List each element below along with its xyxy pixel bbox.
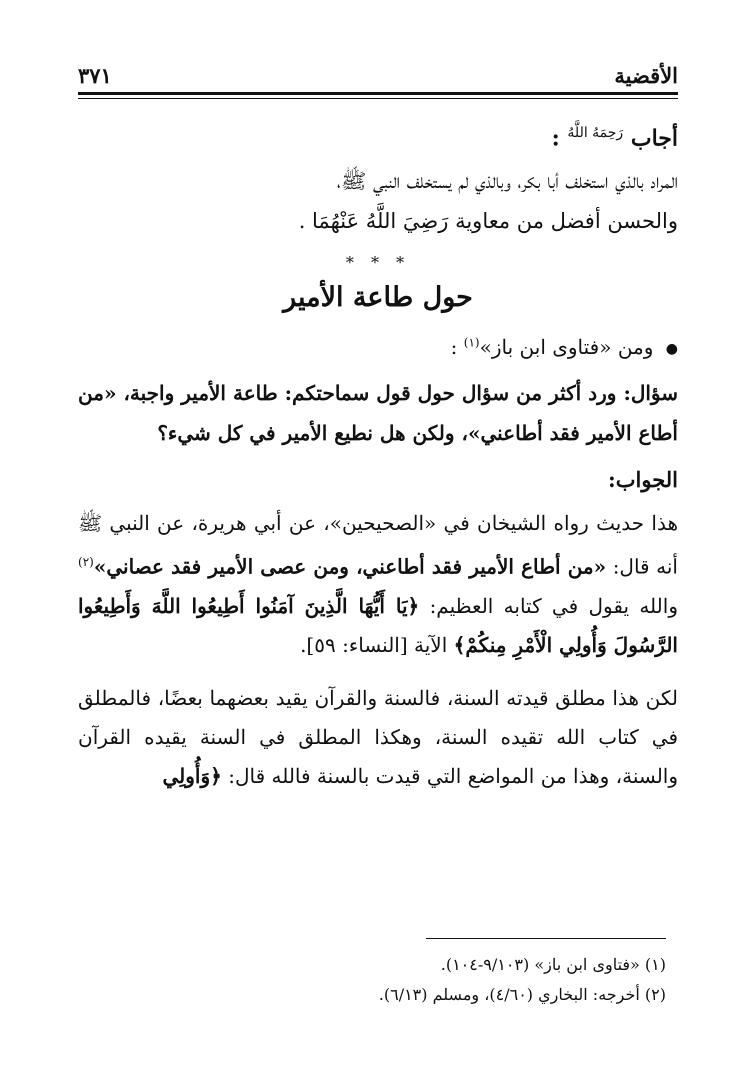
footnotes — [66, 950, 666, 1010]
answer-heading — [78, 125, 678, 151]
question-block — [78, 373, 678, 453]
paragraph-3-text: لكن هذا مطلق قيدته السنة، فالسنة والقرآن يقيد بعضهما بعضًا، فالمطلق في كتاب الله تقيده السنة، وهكذا المطلق في السنة يقيده القرآن والسنة، وهذا من المواضع التي قيدت بالسنة فالله قال: — [78, 685, 678, 788]
source-text: ومن «فتاوى ابن باز» — [479, 335, 654, 360]
hadith-quote: «من أطاع الأمير فقد أطاعني، ومن عصى الأمير فقد عصاني» — [93, 554, 607, 579]
quran-verse: ﴿يَا أَيُّهَا الَّذِينَ آمَنُوا أَطِيعُوا اللَّهَ وَأَطِيعُوا الرَّسُولَ وَأُولِي الْأَمْرِ مِنكُمْ﴾ — [78, 593, 678, 657]
paragraph-2-mid: والله يقول في كتابه العظيم: — [429, 593, 678, 618]
chapter-title: الأقضية — [614, 63, 678, 88]
source-colon: : — [450, 335, 458, 360]
answer-colon: : — [551, 125, 560, 152]
footnote-1: (١) «فتاوى ابن باز» (٩/١٠٣-١٠٤). — [440, 955, 666, 974]
paragraph-1-line-2: والحسن أفضل من معاوية رَضِيَ اللَّهُ عَنْهُمَا . — [298, 209, 678, 234]
footnote-rule — [426, 938, 666, 939]
paragraph-1-line-1: المراد بالذي استخلف أبا بكر، وبالذي لم يستخلف النبي ﷺ، — [336, 169, 678, 194]
section-separator: * * * — [345, 253, 411, 273]
source-line — [78, 335, 678, 359]
reply-heading: الجواب: — [608, 467, 678, 493]
paragraph-3 — [78, 679, 678, 796]
quran-verse-start: ﴿وَأُولِي — [162, 763, 222, 788]
footnote-ref-1: (١) — [463, 335, 480, 350]
header-rule-thick — [78, 92, 678, 95]
footnote-ref-2: (٢) — [78, 555, 94, 570]
book-page — [78, 52, 678, 796]
honorific-mark: رَحِمَهُ اللَّهُ — [567, 125, 624, 141]
header-rule-thin — [78, 98, 678, 99]
question-label: سؤال: — [623, 381, 678, 406]
running-header — [78, 52, 678, 88]
page-number: ٣٧١ — [78, 63, 112, 88]
section-title: حول طاعة الأمير — [283, 282, 473, 314]
answer-label: أجاب — [630, 125, 678, 152]
footnote-2: (٢) أخرجه: البخاري (٤/٦٠)، ومسلم (٦/١٣). — [378, 985, 666, 1004]
question-text: ورد أكثر من سؤال حول قول سماحتكم: طاعة الأمير واجبة، «من أطاع الأمير فقد أطاعني»، ولكن هل نطيع الأمير في كل شيء؟ — [78, 381, 678, 446]
verse-citation: الآية [النساء: ٥٩]. — [300, 632, 448, 657]
paragraph-2 — [78, 504, 678, 665]
paragraph-1 — [78, 161, 678, 241]
paragraph-2-intro: هذا حديث رواه الشيخان في «الصحيحين»، عن أبي هريرة، عن النبي ﷺ أنه قال: — [78, 511, 678, 579]
bullet-icon: ● — [665, 340, 678, 357]
